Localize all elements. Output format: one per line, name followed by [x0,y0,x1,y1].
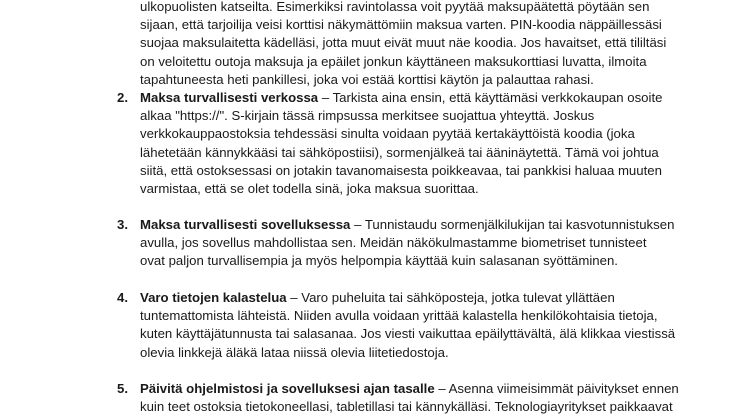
text-line: tapahtuneesta heti pankillesi, joka voi estää korttisi käytön ja palauttaa rahasi. [140,71,594,87]
item-text: – Varo puheluita tai sähköposteja, jotka tulevat yllättäen [286,290,615,305]
text-line: tuntemattomista lähteistä. Niiden avulla voidaan yrittää kalastella henkilökohtaisia tietoja, [140,308,658,324]
item-title: Maksa turvallisesti sovelluksessa [140,217,351,232]
text-line: suojaa maksulaitetta kädelläsi, jotta muut eivät muut näe koodia. Jos havaitset, että tililtäsi [140,35,667,51]
text-line: olevia linkkejä äläkä lataa niissä olevia liitetiedostoja. [140,344,449,360]
list-item-pay-online [140,89,740,198]
text-line: avulla, jos sovellus mahdollistaa sen. Meidän näkökulmastamme biometriset tunnisteet [140,235,647,251]
item-title: Maksa turvallisesti verkossa [140,90,319,105]
paragraph-card-safety-continued [140,0,740,89]
text-line: varmistaa, että se olet todella sinä, joka maksua suorittaa. [140,181,479,197]
text-line: kuten käyttäjätunnusta tai salasanaa. Jos viesti vaikuttaa epäilyttävältä, älä klikkaa viestissä [140,326,676,342]
text-line [140,380,740,398]
text-line: sijaan, että tarjoilija veisi korttisi näkymättömiin maksua varten. PIN-koodia näppäillessäsi [140,17,662,33]
item-text: – Tarkista aina ensin, että käyttämäsi verkkokaupan osoite [318,90,663,105]
text-line [140,289,740,307]
list-number: 2. [117,90,128,105]
list-number: 3. [117,217,128,232]
item-title: Päivitä ohjelmistosi ja sovelluksesi ajan tasalle [140,381,435,396]
text-line: on veloitettu outoja maksuja ja epäilet jonkun käyttäneen maksukorttiasi luvatta, ilmoita [140,53,647,69]
list-item-phishing [140,289,740,362]
item-text: – Tunnistaudu sormenjälkilukijan tai kasvotunnistuksen [350,217,675,232]
list-item-pay-app [140,216,740,271]
text-line: verkkokauppaostoksia tehdessäsi sinulta voidaan pyytää kertakäyttöistä koodia (joka [140,126,635,142]
list-item-updates [140,380,740,416]
item-title: Varo tietojen kalastelua [140,290,287,305]
text-line: ulkopuolisten katseilta. Esimerkiksi ravintolassa voit pyytää maksupäätettä pöytään sen [140,0,650,14]
text-line: ovat paljon turvallisempia ja myös helpompia käyttää kuin salasanan syöttäminen. [140,253,618,269]
text-line: alkaa "https://". S-kirjain tässä rimpsussa merkitsee suojattua yhteyttä. Joskus [140,108,595,124]
text-line: kuin teet ostoksia tietokoneellasi, tabletillasi tai kännykälläsi. Teknologiayritykset paikkaavat [140,399,673,415]
list-number: 5. [117,381,128,396]
item-text: – Asenna viimeisimmät päivitykset ennen [434,381,679,396]
text-line: lähetetään kännykkääsi tai sähköpostiisi), sormenjälkeä tai ääninäytettä. Tämä voi johtua [140,144,659,160]
text-line: siitä, että ostoksessasi on jotakin tavanomaisesta poikkeavaa, tai pankkisi haluaa muuten [140,162,662,178]
text-line [140,89,740,107]
list-number: 4. [117,290,128,305]
text-line [140,216,740,234]
